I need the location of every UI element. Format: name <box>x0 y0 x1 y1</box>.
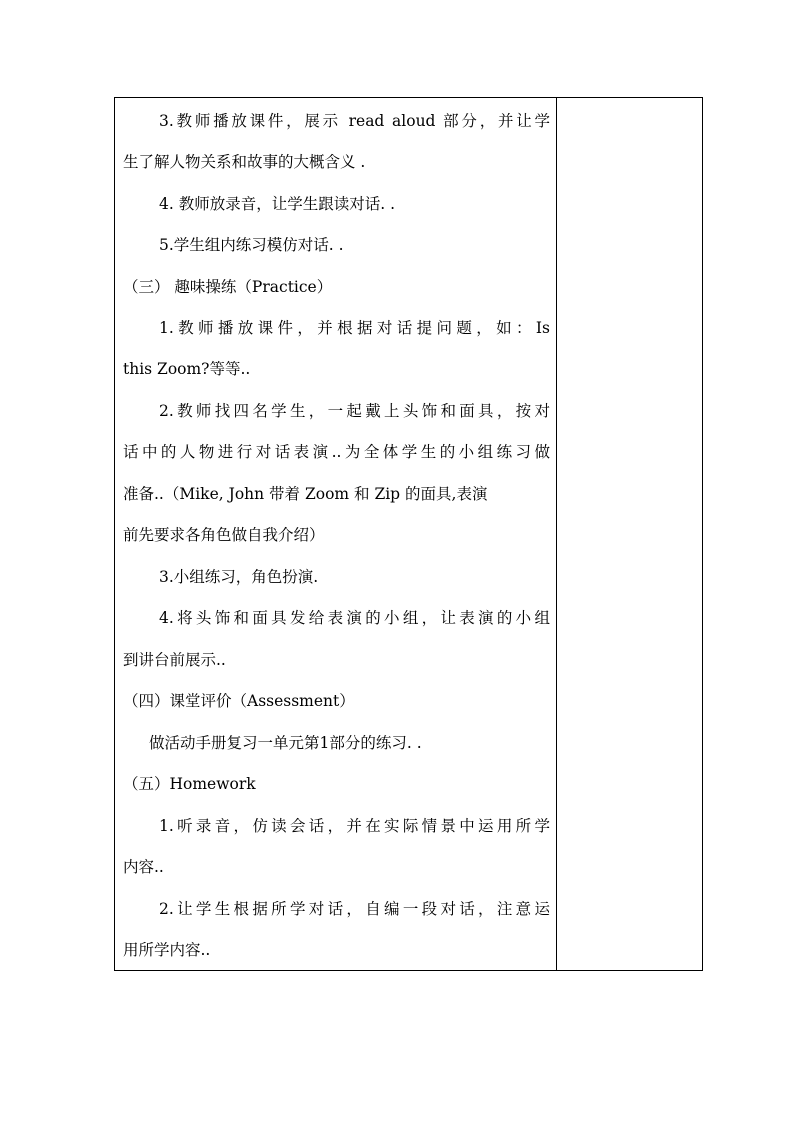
procedure-cell <box>115 98 556 970</box>
text-line: 1.听录音，仿读会话，并在实际情景中运用所学 <box>159 817 550 835</box>
text-line: 4.将头饰和面具发给表演的小组，让表演的小组 <box>159 609 550 627</box>
text-line: 5.学生组内练习模仿对话. . <box>159 236 344 254</box>
text-line: 2.让学生根据所学对话，自编一段对话，注意运 <box>159 900 550 918</box>
text-line: 2.教师找四名学生，一起戴上头饰和面具，按对 <box>159 402 550 420</box>
text-line: 前先要求各角色做自我介绍） <box>123 526 325 544</box>
section-heading: （三） 趣味操练（Practice） <box>123 278 333 296</box>
text-line: 话中的人物进行对话表演..为全体学生的小组练习做 <box>123 443 550 461</box>
text-line: 4. 教师放录音，让学生跟读对话. . <box>159 195 395 213</box>
lesson-table <box>114 97 703 971</box>
text-line: 做活动手册复习一单元第1部分的练习. . <box>149 734 422 752</box>
text-line: this Zoom?等等.. <box>123 360 251 378</box>
text-line: 内容.. <box>123 858 164 876</box>
section-heading: （四）课堂评价（Assessment） <box>123 692 355 710</box>
text-line: 3.教师播放课件，展示 read aloud 部分，并让学 <box>159 112 550 130</box>
text-line: 生了解人物关系和故事的大概含义 . <box>123 153 366 171</box>
text-line: 1.教师播放课件，并根据对话提问题，如：Is <box>159 319 550 337</box>
text-line: 到讲台前展示.. <box>123 651 226 669</box>
text-line: 准备..（Mike, John 带着 Zoom 和 Zip 的面具,表演 <box>123 485 488 503</box>
text-line: 3.小组练习，角色扮演. <box>159 568 319 586</box>
text-line: 用所学内容.. <box>123 941 211 959</box>
notes-cell <box>557 98 702 970</box>
section-heading: （五）Homework <box>123 775 256 793</box>
